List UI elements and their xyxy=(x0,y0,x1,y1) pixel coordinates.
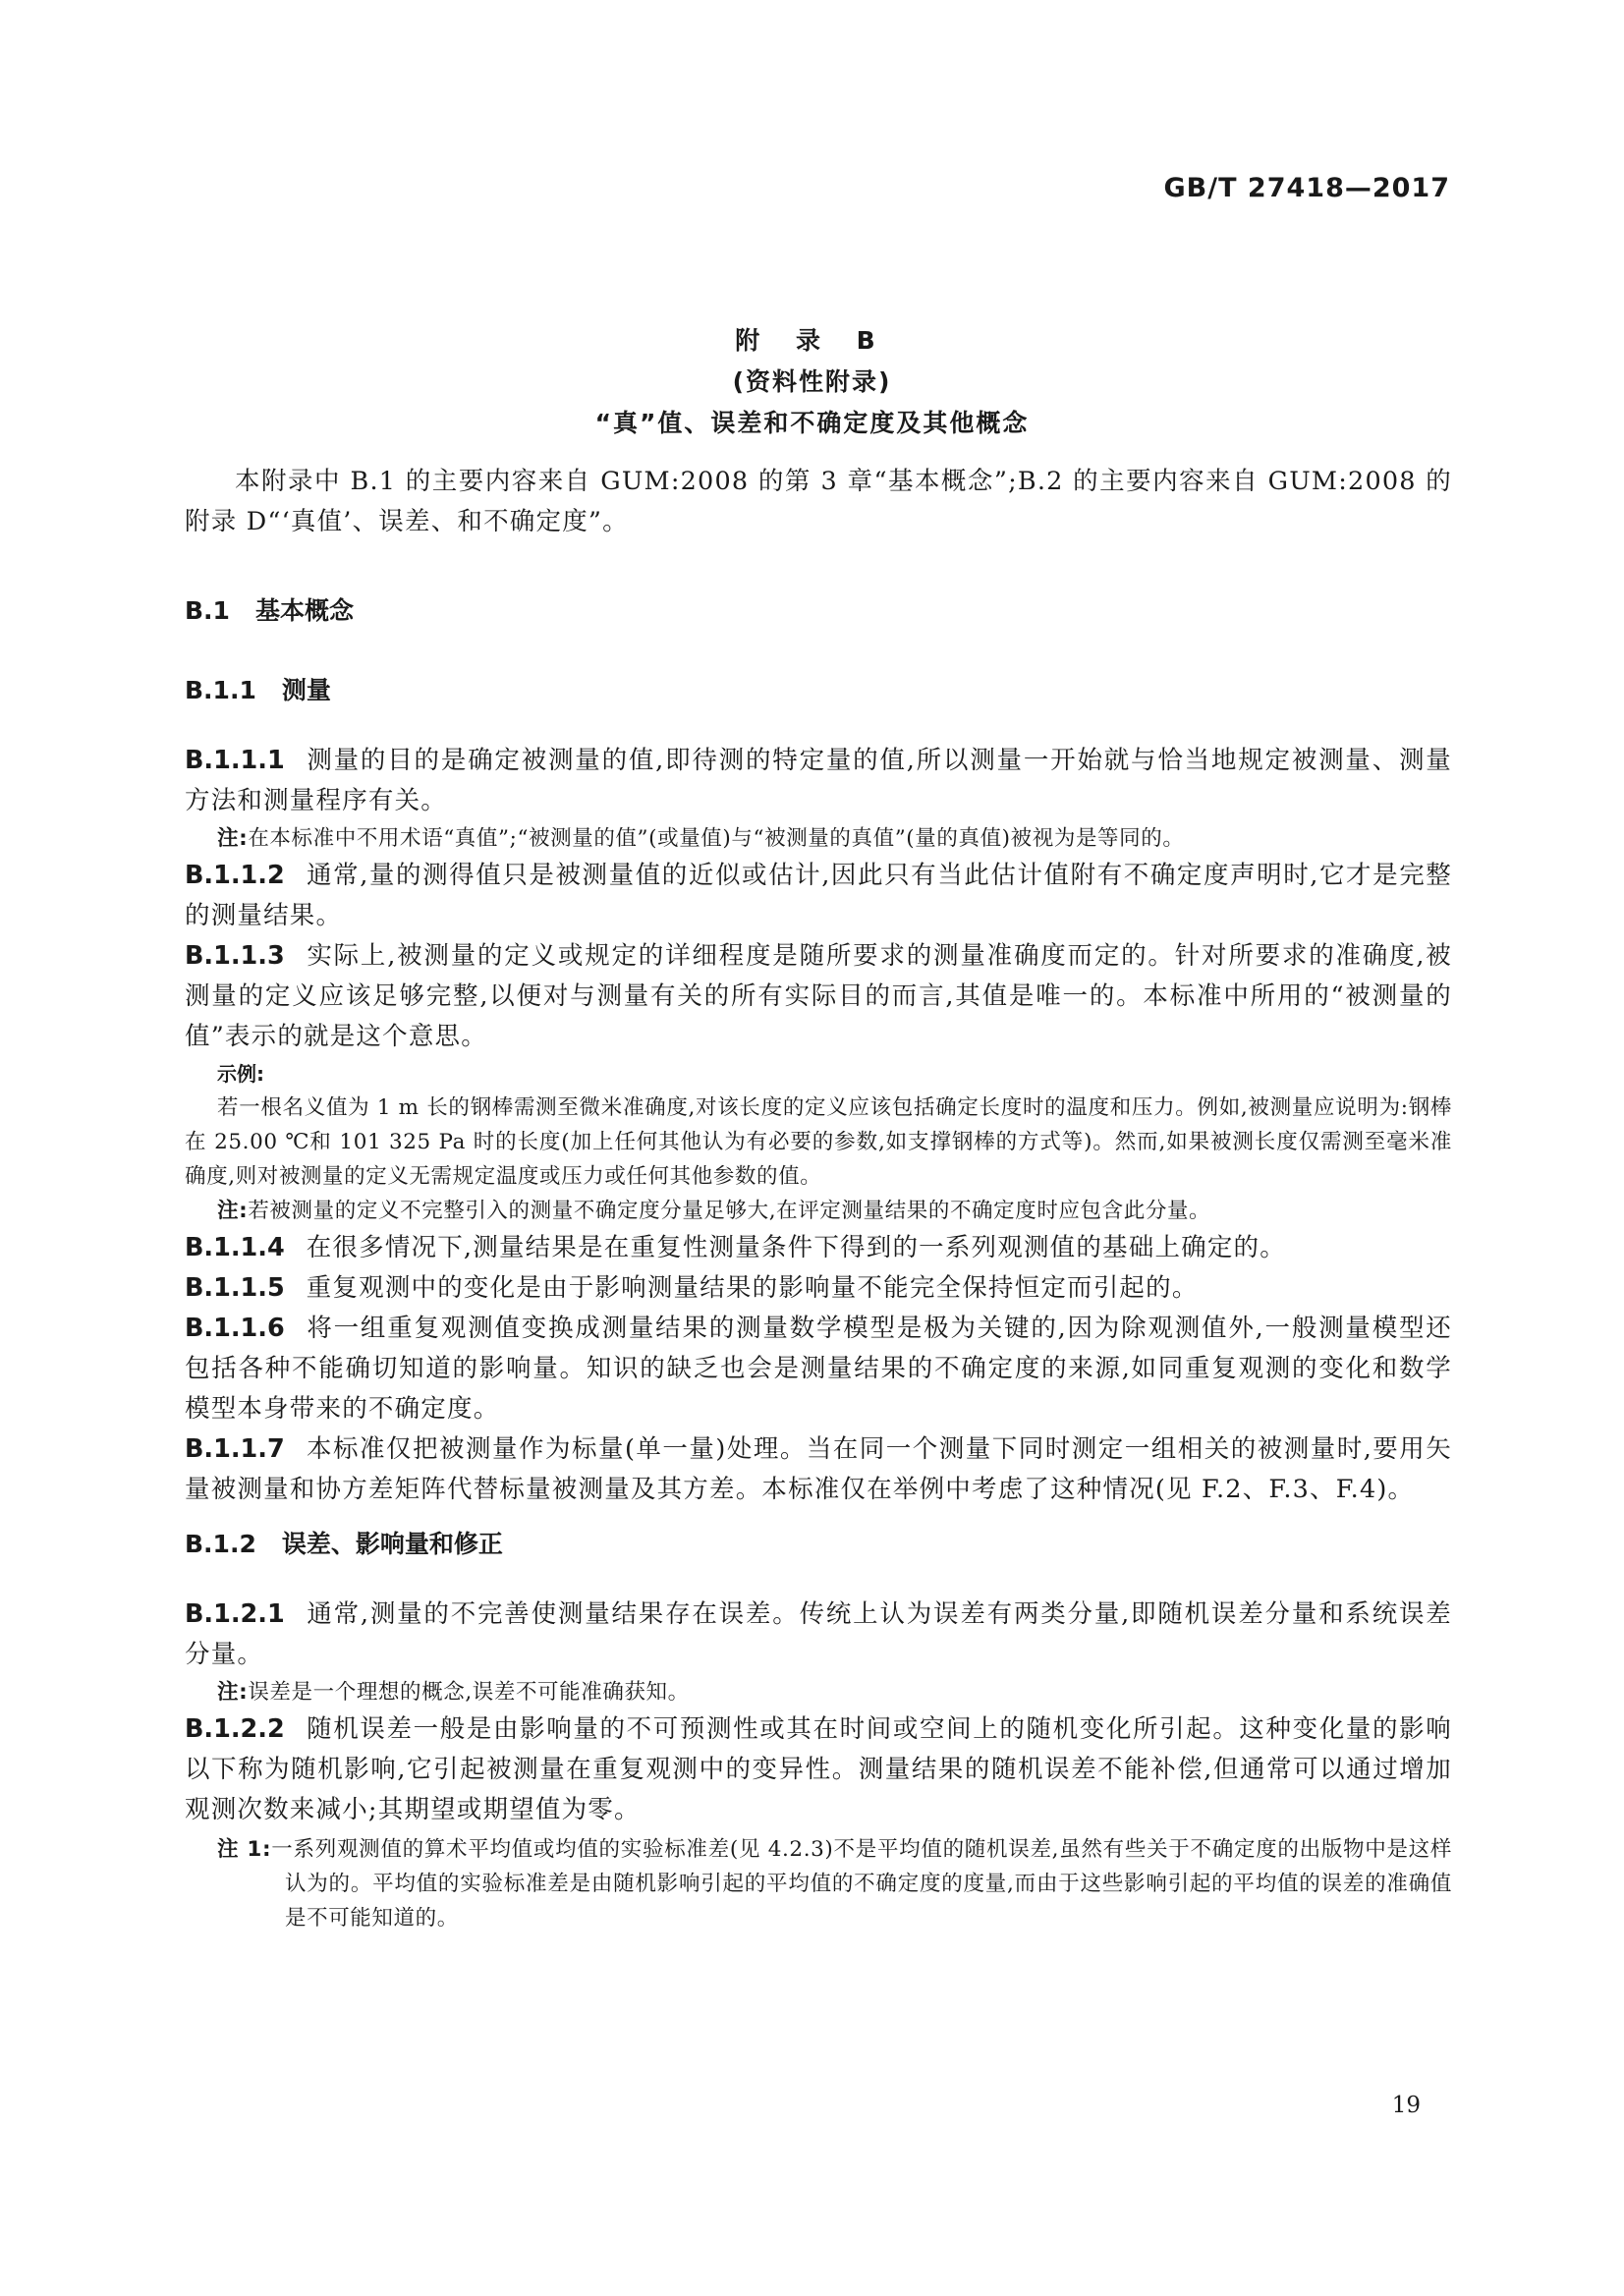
standard-code: GB/T 27418—2017 xyxy=(1163,173,1450,203)
clause-number: B.1.1.1 xyxy=(185,746,285,775)
note-b111 xyxy=(185,821,1452,856)
clause-text: 重复观测中的变化是由于影响测量结果的影响量不能完全保持恒定而引起的。 xyxy=(306,1273,1199,1303)
note-text: 在本标准中不用术语“真值”;“被测量的值”(或量值)与“被测量的真值”(量的真值)被视为是等同的。 xyxy=(248,826,1185,851)
clause-b115 xyxy=(185,1268,1452,1309)
clause-number: B.1.1.3 xyxy=(185,941,285,971)
intro-paragraph: 本附录中 B.1 的主要内容来自 GUM:2008 的第 3 章“基本概念”;B.2 的主要内容来自 GUM:2008 的附录 D“‘真值’、误差、和不确定度”。 xyxy=(185,467,1452,536)
clause-text: 本标准仅把被测量作为标量(单一量)处理。当在同一个测量下同时测定一组相关的被测量时,要用矢量被测量和协方差矩阵代替标量被测量及其方差。本标准仅在举例中考虑了这种情况(见 F.2、F.3、F.4)。 xyxy=(185,1434,1452,1504)
clause-b116 xyxy=(185,1309,1452,1429)
clause-b111 xyxy=(185,741,1452,821)
example-label: 示例: xyxy=(217,1062,264,1086)
note-text: 一系列观测值的算术平均值或均值的实验标准差(见 4.2.3)不是平均值的随机误差,虽然有些关于不确定度的出版物中是这样认为的。平均值的实验标准差是由随机影响引起的平均值的不确定度的度量,而由于这些影响引起的平均值的误差的准确值是不可能知道的。 xyxy=(271,1837,1452,1931)
subsection-title: 测量 xyxy=(281,676,331,704)
clause-text: 测量的目的是确定被测量的值,即待测的特定量的值,所以测量一开始就与恰当地规定被测量、测量方法和测量程序有关。 xyxy=(185,746,1452,815)
section-title: 基本概念 xyxy=(254,596,354,625)
annex-title: 附 录 B xyxy=(735,326,889,355)
clause-text: 将一组重复观测值变换成测量结果的测量数学模型是极为关键的,因为除观测值外,一般测量模型还包括各种不能确切知道的影响量。知识的缺乏也会是测量结果的不确定度的来源,如同重复观测的变化和数学模型本身带来的不确定度。 xyxy=(185,1314,1452,1424)
note-label: 注: xyxy=(217,1680,249,1705)
section-heading-b1 xyxy=(185,590,1452,631)
note-label: 注: xyxy=(217,826,249,851)
clause-number: B.1.2.1 xyxy=(185,1599,285,1629)
clause-number: B.1.1.2 xyxy=(185,861,285,890)
subsection-number: B.1.1 xyxy=(185,676,256,704)
note-text: 误差是一个理想的概念,误差不可能准确获知。 xyxy=(248,1680,690,1705)
annex-name: “真”值、误差和不确定度及其他概念 xyxy=(594,409,1030,437)
note-1-b122 xyxy=(185,1832,1452,1935)
annex-type: (资料性附录) xyxy=(732,367,892,396)
clause-text: 通常,量的测得值只是被测量值的近似或估计,因此只有当此估计值附有不确定度声明时,它才是完整的测量结果。 xyxy=(185,861,1452,930)
note-b121 xyxy=(185,1675,1452,1709)
clause-text: 在很多情况下,测量结果是在重复性测量条件下得到的一系列观测值的基础上确定的。 xyxy=(306,1233,1286,1262)
clause-b117 xyxy=(185,1429,1452,1510)
clause-number: B.1.2.2 xyxy=(185,1714,285,1744)
subsection-title: 误差、影响量和修正 xyxy=(281,1530,503,1558)
clause-b122 xyxy=(185,1709,1452,1830)
page-number: 19 xyxy=(1391,2093,1421,2118)
clause-b121 xyxy=(185,1595,1452,1675)
clause-text: 随机误差一般是由影响量的不可预测性或其在时间或空间上的随机变化所引起。这种变化量的影响以下称为随机影响,它引起被测量在重复观测中的变异性。测量结果的随机误差不能补偿,但通常可以通过增加观测次数来减小;其期望或期望值为零。 xyxy=(185,1714,1452,1824)
subsection-heading-b12 xyxy=(185,1524,1452,1564)
clause-number: B.1.1.7 xyxy=(185,1434,285,1464)
clause-b114 xyxy=(185,1228,1452,1268)
clause-text: 实际上,被测量的定义或规定的详细程度是随所要求的测量准确度而定的。针对所要求的准确度,被测量的定义应该足够完整,以便对与测量有关的所有实际目的而言,其值是唯一的。本标准中所用的“被测量的值”表示的就是这个意思。 xyxy=(185,941,1452,1051)
clause-number: B.1.1.5 xyxy=(185,1273,285,1303)
note-label: 注 1: xyxy=(217,1837,272,1862)
clause-number: B.1.1.6 xyxy=(185,1314,285,1343)
clause-text: 通常,测量的不完善使测量结果存在误差。传统上认为误差有两类分量,即随机误差分量和系统误差分量。 xyxy=(185,1599,1452,1669)
note-text: 若被测量的定义不完整引入的测量不确定度分量足够大,在评定测量结果的不确定度时应包含此分量。 xyxy=(248,1199,1211,1223)
document-body xyxy=(185,462,1452,1935)
clause-b112 xyxy=(185,856,1452,936)
subsection-heading-b11 xyxy=(185,670,1452,710)
section-number: B.1 xyxy=(185,596,230,625)
example-text: 若一根名义值为 1 m 长的钢棒需测至微米准确度,对该长度的定义应该包括确定长度时的温度和压力。例如,被测量应说明为:钢棒在 25.00 ℃和 101 325 Pa 时的长度(加上任何其他认为有必要的参数,如支撑钢棒的方式等)。然而,如果被测长度仅需测至毫米准确度,则对被测量的定义无需规定温度或压力或任何其他参数的值。 xyxy=(185,1095,1452,1189)
note-label: 注: xyxy=(217,1199,249,1223)
note-b113 xyxy=(185,1194,1452,1228)
clause-number: B.1.1.4 xyxy=(185,1233,285,1262)
clause-b113 xyxy=(185,936,1452,1057)
subsection-number: B.1.2 xyxy=(185,1530,256,1558)
